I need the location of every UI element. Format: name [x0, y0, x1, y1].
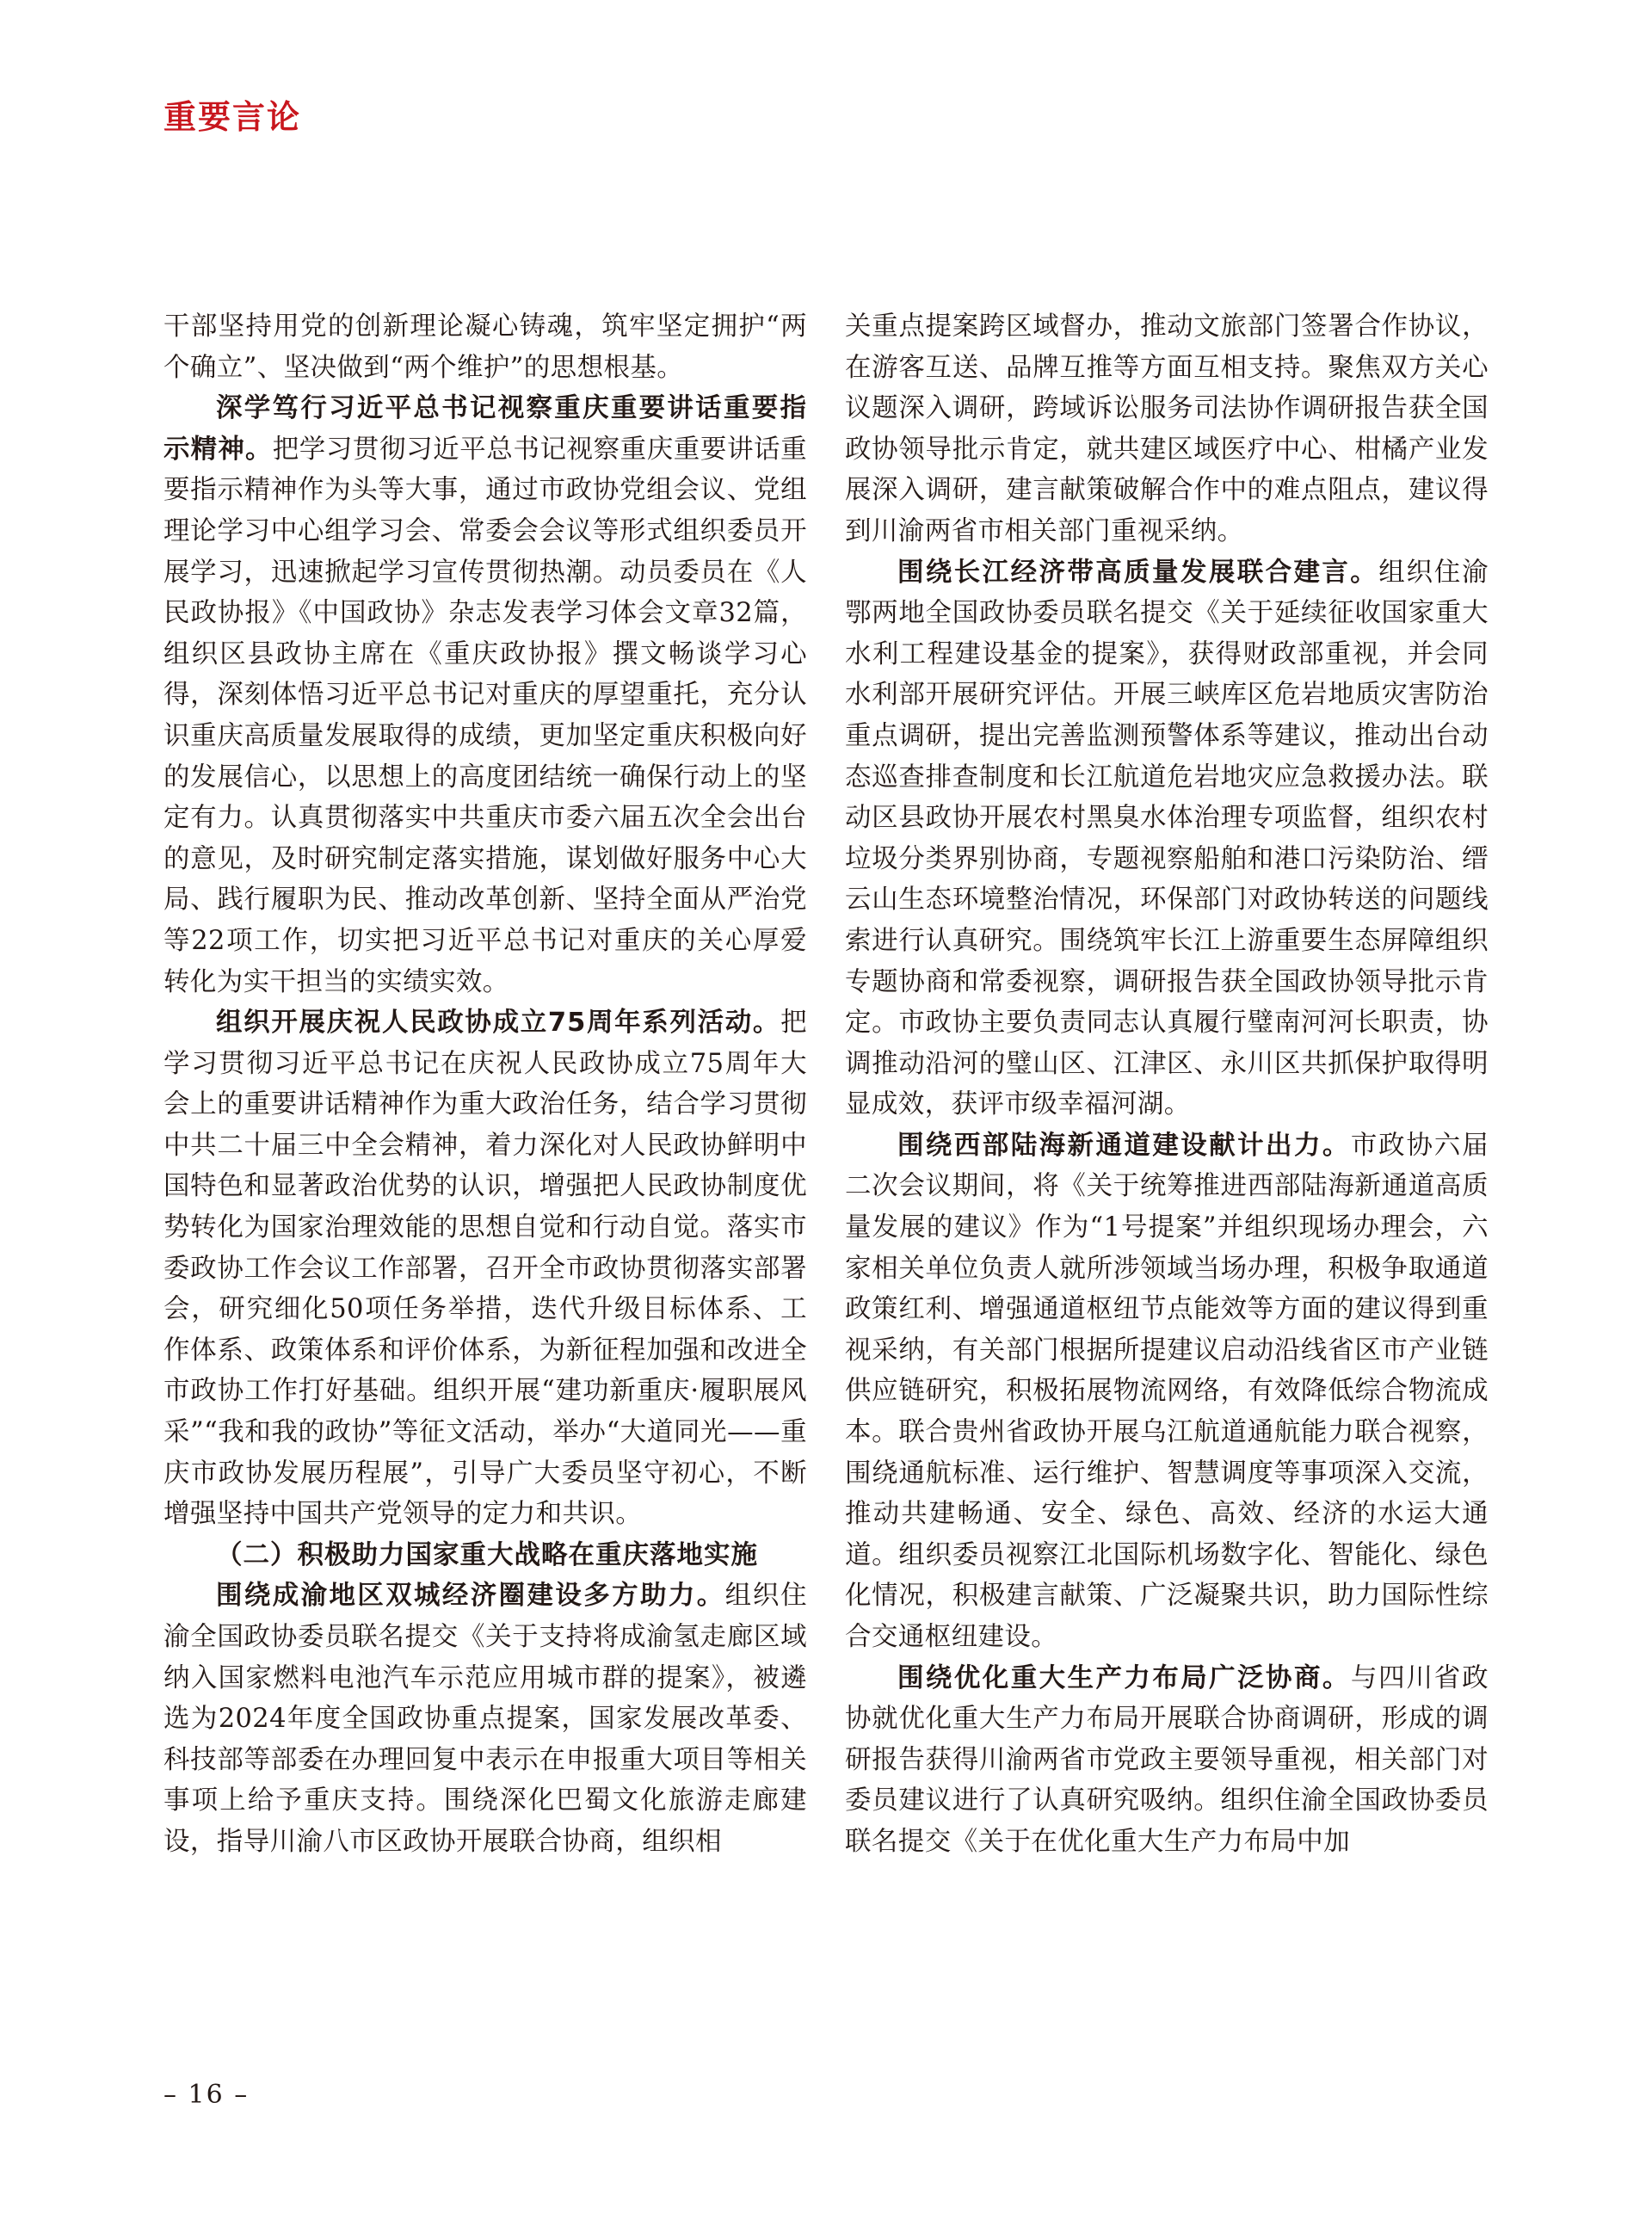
paragraph-text: 组织住渝全国政协委员联名提交《关于支持将成渝氢走廊区域纳入国家燃料电池汽车示范应用城市群的提案》，被遴选为2024年度全国政协重点提案，国家发展改革委、科技部等部委在办理回复中表示在申报重大项目等相关事项上给予重庆支持。围绕深化巴蜀文化旅游走廊建设，指导川渝八市区政协开展联合协商，组织相 — [163, 1581, 808, 1857]
right-column — [845, 306, 1489, 1863]
paragraph-text: 与四川省政协就优化重大生产力布局开展联合协商调研，形成的调研报告获得川渝两省市党政主要领导重视，相关部门对委员建议进行了认真研究吸纳。组织住渝全国政协委员联名提交《关于在优化重大生产力布局中加 — [845, 1662, 1489, 1857]
paragraph-lead: 围绕长江经济带高质量发展联合建言。 — [897, 557, 1379, 588]
paragraph-text: 关重点提案跨区域督办，推动文旅部门签署合作协议，在游客互送、品牌互推等方面互相支持。聚焦双方关心议题深入调研，跨域诉讼服务司法协作调研报告获全国政协领导批示肯定，就共建区域医疗中心、柑橘产业发展深入调研，建言献策破解合作中的难点阻点，建议得到川渝两省市相关部门重视采纳。 — [845, 311, 1489, 546]
paragraph — [163, 1002, 807, 1535]
paragraph-lead: 围绕优化重大生产力布局广泛协商。 — [897, 1662, 1351, 1693]
paragraph — [845, 306, 1489, 552]
page-number: – 16 – — [163, 2080, 250, 2110]
paragraph — [845, 552, 1489, 1125]
paragraph-text: 把学习贯彻习近平总书记视察重庆重要讲话重要指示精神作为头等大事，通过市政协党组会议、党组理论学习中心组学习会、常委会会议等形式组织委员开展学习，迅速掀起学习宣传贯彻热潮。动员委员在《人民政协报》《中国政协》杂志发表学习体会文章32篇，组织区县政协主席在《重庆政协报》撰文畅谈学习心得，深刻体悟习近平总书记对重庆的厚望重托，充分认识重庆高质量发展取得的成绩，更加坚定重庆积极向好的发展信心，以思想上的高度团结统一确保行动上的坚定有力。认真贯彻落实中共重庆市委六届五次全会出台的意见，及时研究制定落实措施，谋划做好服务中心大局、践行履职为民、推动改革创新、坚持全面从严治党等22项工作，切实把习近平总书记对重庆的关心厚爱转化为实干担当的实绩实效。 — [163, 434, 808, 997]
paragraph-lead: 围绕成渝地区双城经济圈建设多方助力。 — [216, 1581, 725, 1612]
paragraph — [163, 306, 807, 388]
paragraph-lead: 围绕西部陆海新通道建设献计出力。 — [897, 1130, 1351, 1161]
paragraph-text: 组织住渝鄂两地全国政协委员联名提交《关于延续征收国家重大水利工程建设基金的提案》，获得财政部重视，并会同水利部开展研究评估。开展三峡库区危岩地质灾害防治重点调研，提出完善监测预警体系等建议，推动出台动态巡查排查制度和长江航道危岩地灾应急救援办法。联动区县政协开展农村黑臭水体治理专项监督，组织农村垃圾分类界别协商，专题视察船舶和港口污染防治、缙云山生态环境整治情况，环保部门对政协转送的问题线索进行认真研究。围绕筑牢长江上游重要生态屏障组织专题协商和常委视察，调研报告获全国政协领导批示肯定。市政协主要负责同志认真履行璧南河河长职责，协调推动沿河的璧山区、江津区、永川区共抓保护取得明显成效，获评市级幸福河湖。 — [845, 557, 1489, 1120]
paragraph-text: 干部坚持用党的创新理论凝心铸魂，筑牢坚定拥护“两个确立”、坚决做到“两个维护”的思想根基。 — [163, 311, 807, 383]
paragraph — [163, 1575, 807, 1862]
left-column — [163, 306, 807, 1863]
subheading: （二）积极助力国家重大战略在重庆落地实施 — [216, 1539, 758, 1570]
section-title: 重要言论 — [163, 98, 302, 136]
paragraph-text: 市政协六届二次会议期间，将《关于统筹推进西部陆海新通道高质量发展的建议》作为“1号提案”并组织现场办理会，六家相关单位负责人就所涉领域当场办理，积极争取通道政策红利、增强通道枢纽节点能效等方面的建议得到重视采纳，有关部门根据所提建议启动沿线省区市产业链供应链研究，积极拓展物流网络，有效降低综合物流成本。联合贵州省政协开展乌江航道通航能力联合视察，围绕通航标准、运行维护、智慧调度等事项深入交流，推动共建畅通、安全、绿色、高效、经济的水运大通道。组织委员视察江北国际机场数字化、智能化、绿色化情况，积极建言献策、广泛凝聚共识，助力国际性综合交通枢纽建设。 — [845, 1130, 1489, 1652]
paragraph-lead: 深学笃行习近平总书记视察重庆重要讲话重要指示精神。 — [163, 393, 807, 465]
paragraph — [845, 1125, 1489, 1658]
paragraph-lead: 组织开展庆祝人民政协成立75周年系列活动。 — [216, 1008, 781, 1039]
paragraph — [163, 388, 807, 1002]
paragraph-text: 把学习贯彻习近平总书记在庆祝人民政协成立75周年大会上的重要讲话精神作为重大政治任务，结合学习贯彻中共二十届三中全会精神，着力深化对人民政协鲜明中国特色和显著政治优势的认识，增强把人民政协制度优势转化为国家治理效能的思想自觉和行动自觉。落实市委政协工作会议工作部署，召开全市政协贯彻落实部署会，研究细化50项任务举措，迭代升级目标体系、工作体系、政策体系和评价体系，为新征程加强和改进全市政协工作打好基础。组织开展“建功新重庆·履职展风采”“我和我的政协”等征文活动，举办“大道同光——重庆市政协发展历程展”，引导广大委员坚守初心，不断增强坚持中国共产党领导的定力和共识。 — [163, 1008, 807, 1530]
paragraph — [845, 1658, 1489, 1863]
